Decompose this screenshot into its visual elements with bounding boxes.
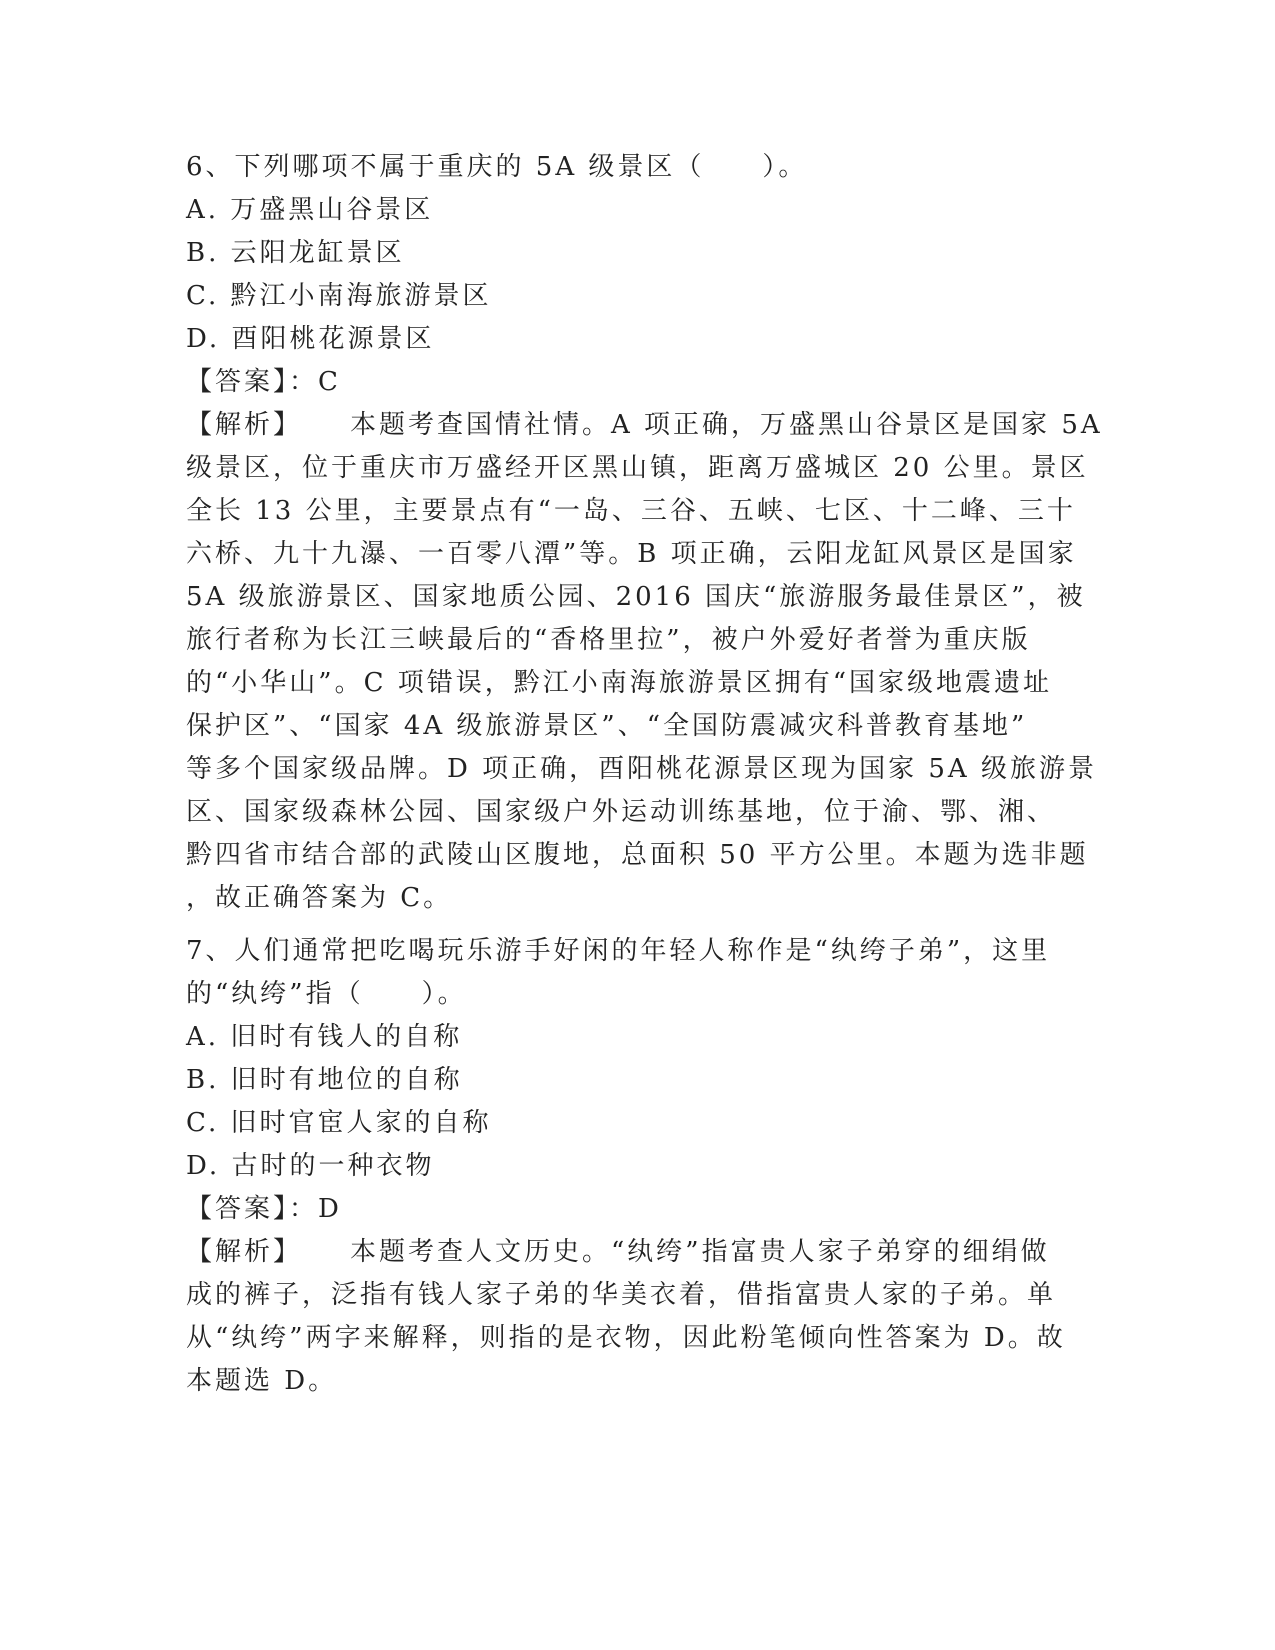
analysis-line: 等多个国家级品牌。D 项正确，酉阳桃花源景区现为国家 5A 级旅游景 — [186, 754, 1097, 784]
option-a — [186, 1016, 1086, 1059]
analysis-line: 黔四省市结合部的武陵山区腹地，总面积 50 平方公里。本题为选非题 — [186, 840, 1089, 870]
analysis-line: 全长 13 公里，主要景点有“一岛、三谷、五峡、七区、十二峰、三十 — [186, 496, 1076, 526]
analysis-line — [186, 404, 1103, 447]
answer-label: 【答案】： — [186, 1194, 319, 1224]
option-text: D. 古时的一种衣物 — [186, 1151, 435, 1181]
option-a — [186, 189, 1086, 232]
option-text: C. 旧时官宦人家的自称 — [186, 1108, 492, 1138]
document-page — [186, 146, 1103, 1403]
answer-value: C — [318, 367, 341, 397]
analysis-line: 的“小华山”。C 项错误，黔江小南海旅游景区拥有“国家级地震遗址 — [186, 668, 1053, 698]
analysis-line: ，故正确答案为 C。 — [186, 883, 453, 913]
analysis-line: 级景区，位于重庆市万盛经开区黑山镇，距离万盛城区 20 公里。景区 — [186, 453, 1089, 483]
question-stem — [186, 930, 1086, 1016]
answer-line — [186, 361, 1086, 404]
analysis-line: 从“纨绔”两字来解释，则指的是衣物，因此粉笔倾向性答案为 D。故 — [186, 1323, 1066, 1353]
question-7 — [186, 930, 1086, 1403]
analysis-label: 【解析】 — [186, 410, 303, 440]
answer-label: 【答案】： — [186, 367, 319, 397]
analysis-line: 5A 级旅游景区、国家地质公园、2016 国庆“旅游服务最佳景区”，被 — [186, 582, 1086, 612]
answer-line — [186, 1188, 1086, 1231]
answer-value: D — [318, 1194, 342, 1224]
analysis — [186, 404, 1103, 920]
option-text: D. 酉阳桃花源景区 — [186, 324, 435, 354]
analysis-line — [186, 1231, 1086, 1274]
analysis-line: 区、国家级森林公园、国家级户外运动训练基地，位于渝、鄂、湘、 — [186, 797, 1057, 827]
analysis-line: 旅行者称为长江三峡最后的“香格里拉”，被户外爱好者誉为重庆版 — [186, 625, 1031, 655]
option-text: B. 云阳龙缸景区 — [186, 238, 405, 268]
question-6 — [186, 146, 1103, 920]
option-c — [186, 275, 1086, 318]
analysis-text: 本题考查人文历史。“纨绔”指富贵人家子弟穿的细绢做 — [350, 1237, 1050, 1267]
question-stem-line: 6、下列哪项不属于重庆的 5A 级景区（ ）。 — [186, 152, 808, 182]
analysis-line: 保护区”、“国家 4A 级旅游景区”、“全国防震减灾科普教育基地” — [186, 711, 1028, 741]
option-text: A. 万盛黑山谷景区 — [186, 195, 434, 225]
analysis — [186, 1231, 1086, 1403]
option-c — [186, 1102, 1086, 1145]
analysis-line: 本题选 D。 — [186, 1366, 338, 1396]
option-b — [186, 232, 1086, 275]
analysis-line: 六桥、九十九瀑、一百零八潭”等。B 项正确，云阳龙缸风景区是国家 — [186, 539, 1077, 569]
option-text: B. 旧时有地位的自称 — [186, 1065, 463, 1095]
option-d — [186, 1145, 1086, 1188]
option-text: A. 旧时有钱人的自称 — [186, 1022, 463, 1052]
option-text: C. 黔江小南海旅游景区 — [186, 281, 492, 311]
question-stem-line: 7、人们通常把吃喝玩乐游手好闲的年轻人称作是“纨绔子弟”，这里 — [186, 936, 1051, 966]
option-b — [186, 1059, 1086, 1102]
question-stem — [186, 146, 1086, 189]
analysis-line: 成的裤子，泛指有钱人家子弟的华美衣着，借指富贵人家的子弟。单 — [186, 1280, 1057, 1310]
analysis-text: 本题考查国情社情。A 项正确，万盛黑山谷景区是国家 5A — [350, 410, 1103, 440]
option-d — [186, 318, 1086, 361]
analysis-label: 【解析】 — [186, 1237, 303, 1267]
question-stem-line: 的“纨绔”指（ ）。 — [186, 979, 467, 1009]
